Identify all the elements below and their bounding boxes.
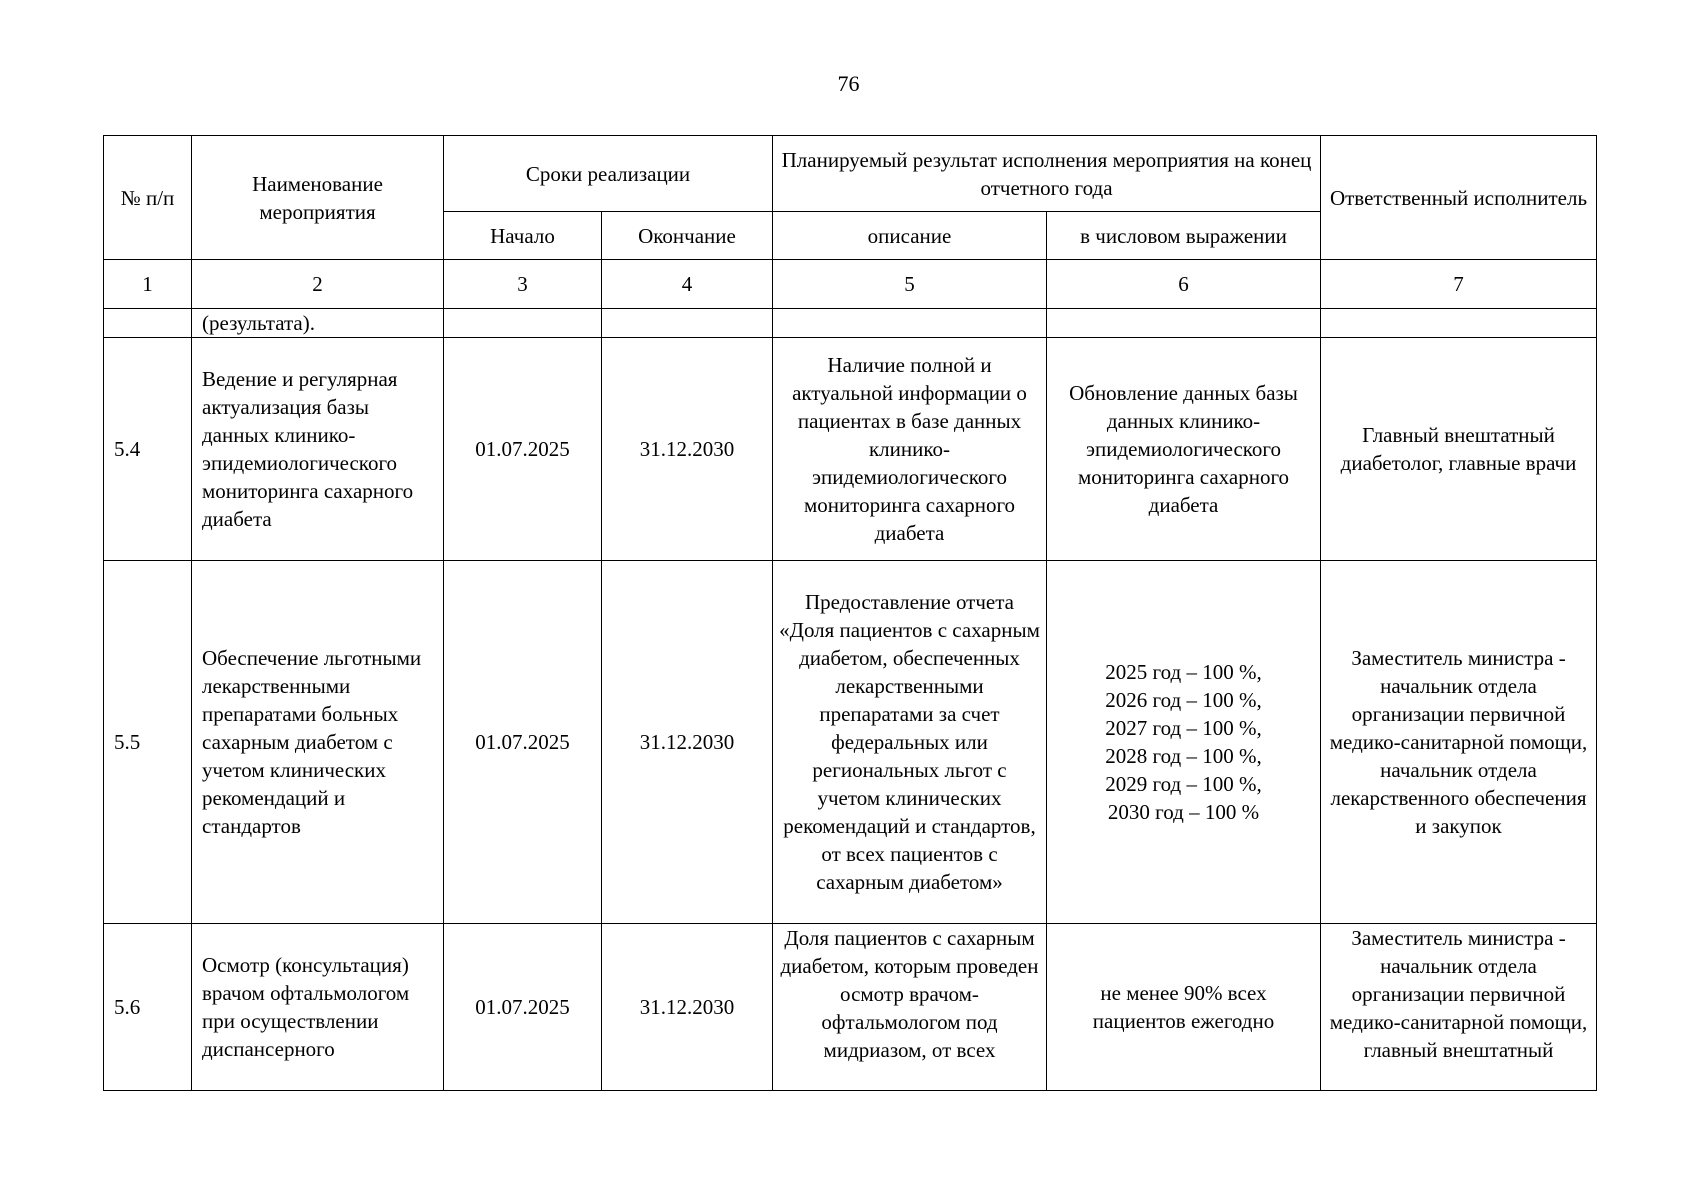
continuation-responsible [1321,309,1597,338]
row-num: 5.5 [104,561,192,924]
column-numbers-row [104,260,1597,309]
activities-table [103,135,1597,1091]
table-row [104,338,1597,561]
continuation-name: (результата). [192,309,444,338]
row-num: 5.6 [104,924,192,1091]
continuation-end [602,309,773,338]
row-num: 5.4 [104,338,192,561]
row-start-date: 01.07.2025 [444,924,602,1091]
column-number: 2 [192,260,444,309]
continuation-numeric [1047,309,1321,338]
continuation-row [104,309,1597,338]
page-number: 76 [837,71,860,96]
row-start-date: 01.07.2025 [444,338,602,561]
continuation-start [444,309,602,338]
row-numeric: не менее 90% всех пациентов ежегодно [1047,924,1321,1091]
header-planned-result: Планируемый результат исполнения мероприятия на конец отчетного года [773,136,1321,212]
header-end: Окончание [602,212,773,260]
row-description: Доля пациентов с сахарным диабетом, которым проведен осмотр врачом-офтальмологом под мидриазом, от всех [773,924,1047,1091]
table-row [104,561,1597,924]
header-num: № п/п [104,136,192,260]
row-end-date: 31.12.2030 [602,338,773,561]
header-row-1 [104,136,1597,212]
row-description: Наличие полной и актуальной информации о пациентах в базе данных клинико-эпидемиологического мониторинга сахарного диабета [773,338,1047,561]
header-responsible: Ответственный исполнитель [1321,136,1597,260]
row-start-date: 01.07.2025 [444,561,602,924]
column-number: 3 [444,260,602,309]
row-responsible: Главный внештатный диабетолог, главные врачи [1321,338,1597,561]
header-start: Начало [444,212,602,260]
row-responsible: Заместитель министра - начальник отдела организации первичной медико-санитарной помощи, главный внештатный [1321,924,1597,1091]
row-name: Обеспечение льготными лекарственными препаратами больных сахарным диабетом с учетом клинических рекомендаций и стандартов [192,561,444,924]
column-number: 4 [602,260,773,309]
column-number: 5 [773,260,1047,309]
row-name: Ведение и регулярная актуализация базы данных клинико-эпидемиологического мониторинга сахарного диабета [192,338,444,561]
header-terms: Сроки реализации [444,136,773,212]
header-numeric: в числовом выражении [1047,212,1321,260]
header-description: описание [773,212,1047,260]
continuation-description [773,309,1047,338]
row-description: Предоставление отчета «Доля пациентов с сахарным диабетом, обеспеченных лекарственными препаратами за счет федеральных или региональных льгот с учетом клинических рекомендаций и стандартов, от всех пациентов с сахарным диабетом» [773,561,1047,924]
row-numeric: 2025 год – 100 %, 2026 год – 100 %, 2027 год – 100 %, 2028 год – 100 %, 2029 год – 100 %, 2030 год – 100 % [1047,561,1321,924]
row-responsible: Заместитель министра - начальник отдела организации первичной медико-санитарной помощи, начальник отдела лекарственного обеспечения и закупок [1321,561,1597,924]
row-end-date: 31.12.2030 [602,561,773,924]
header-name: Наименование мероприятия [192,136,444,260]
column-number: 7 [1321,260,1597,309]
continuation-num [104,309,192,338]
row-name: Осмотр (консультация) врачом офтальмологом при осуществлении диспансерного [192,924,444,1091]
row-end-date: 31.12.2030 [602,924,773,1091]
column-number: 1 [104,260,192,309]
table-row [104,924,1597,1091]
row-numeric: Обновление данных базы данных клинико-эпидемиологического мониторинга сахарного диабета [1047,338,1321,561]
column-number: 6 [1047,260,1321,309]
